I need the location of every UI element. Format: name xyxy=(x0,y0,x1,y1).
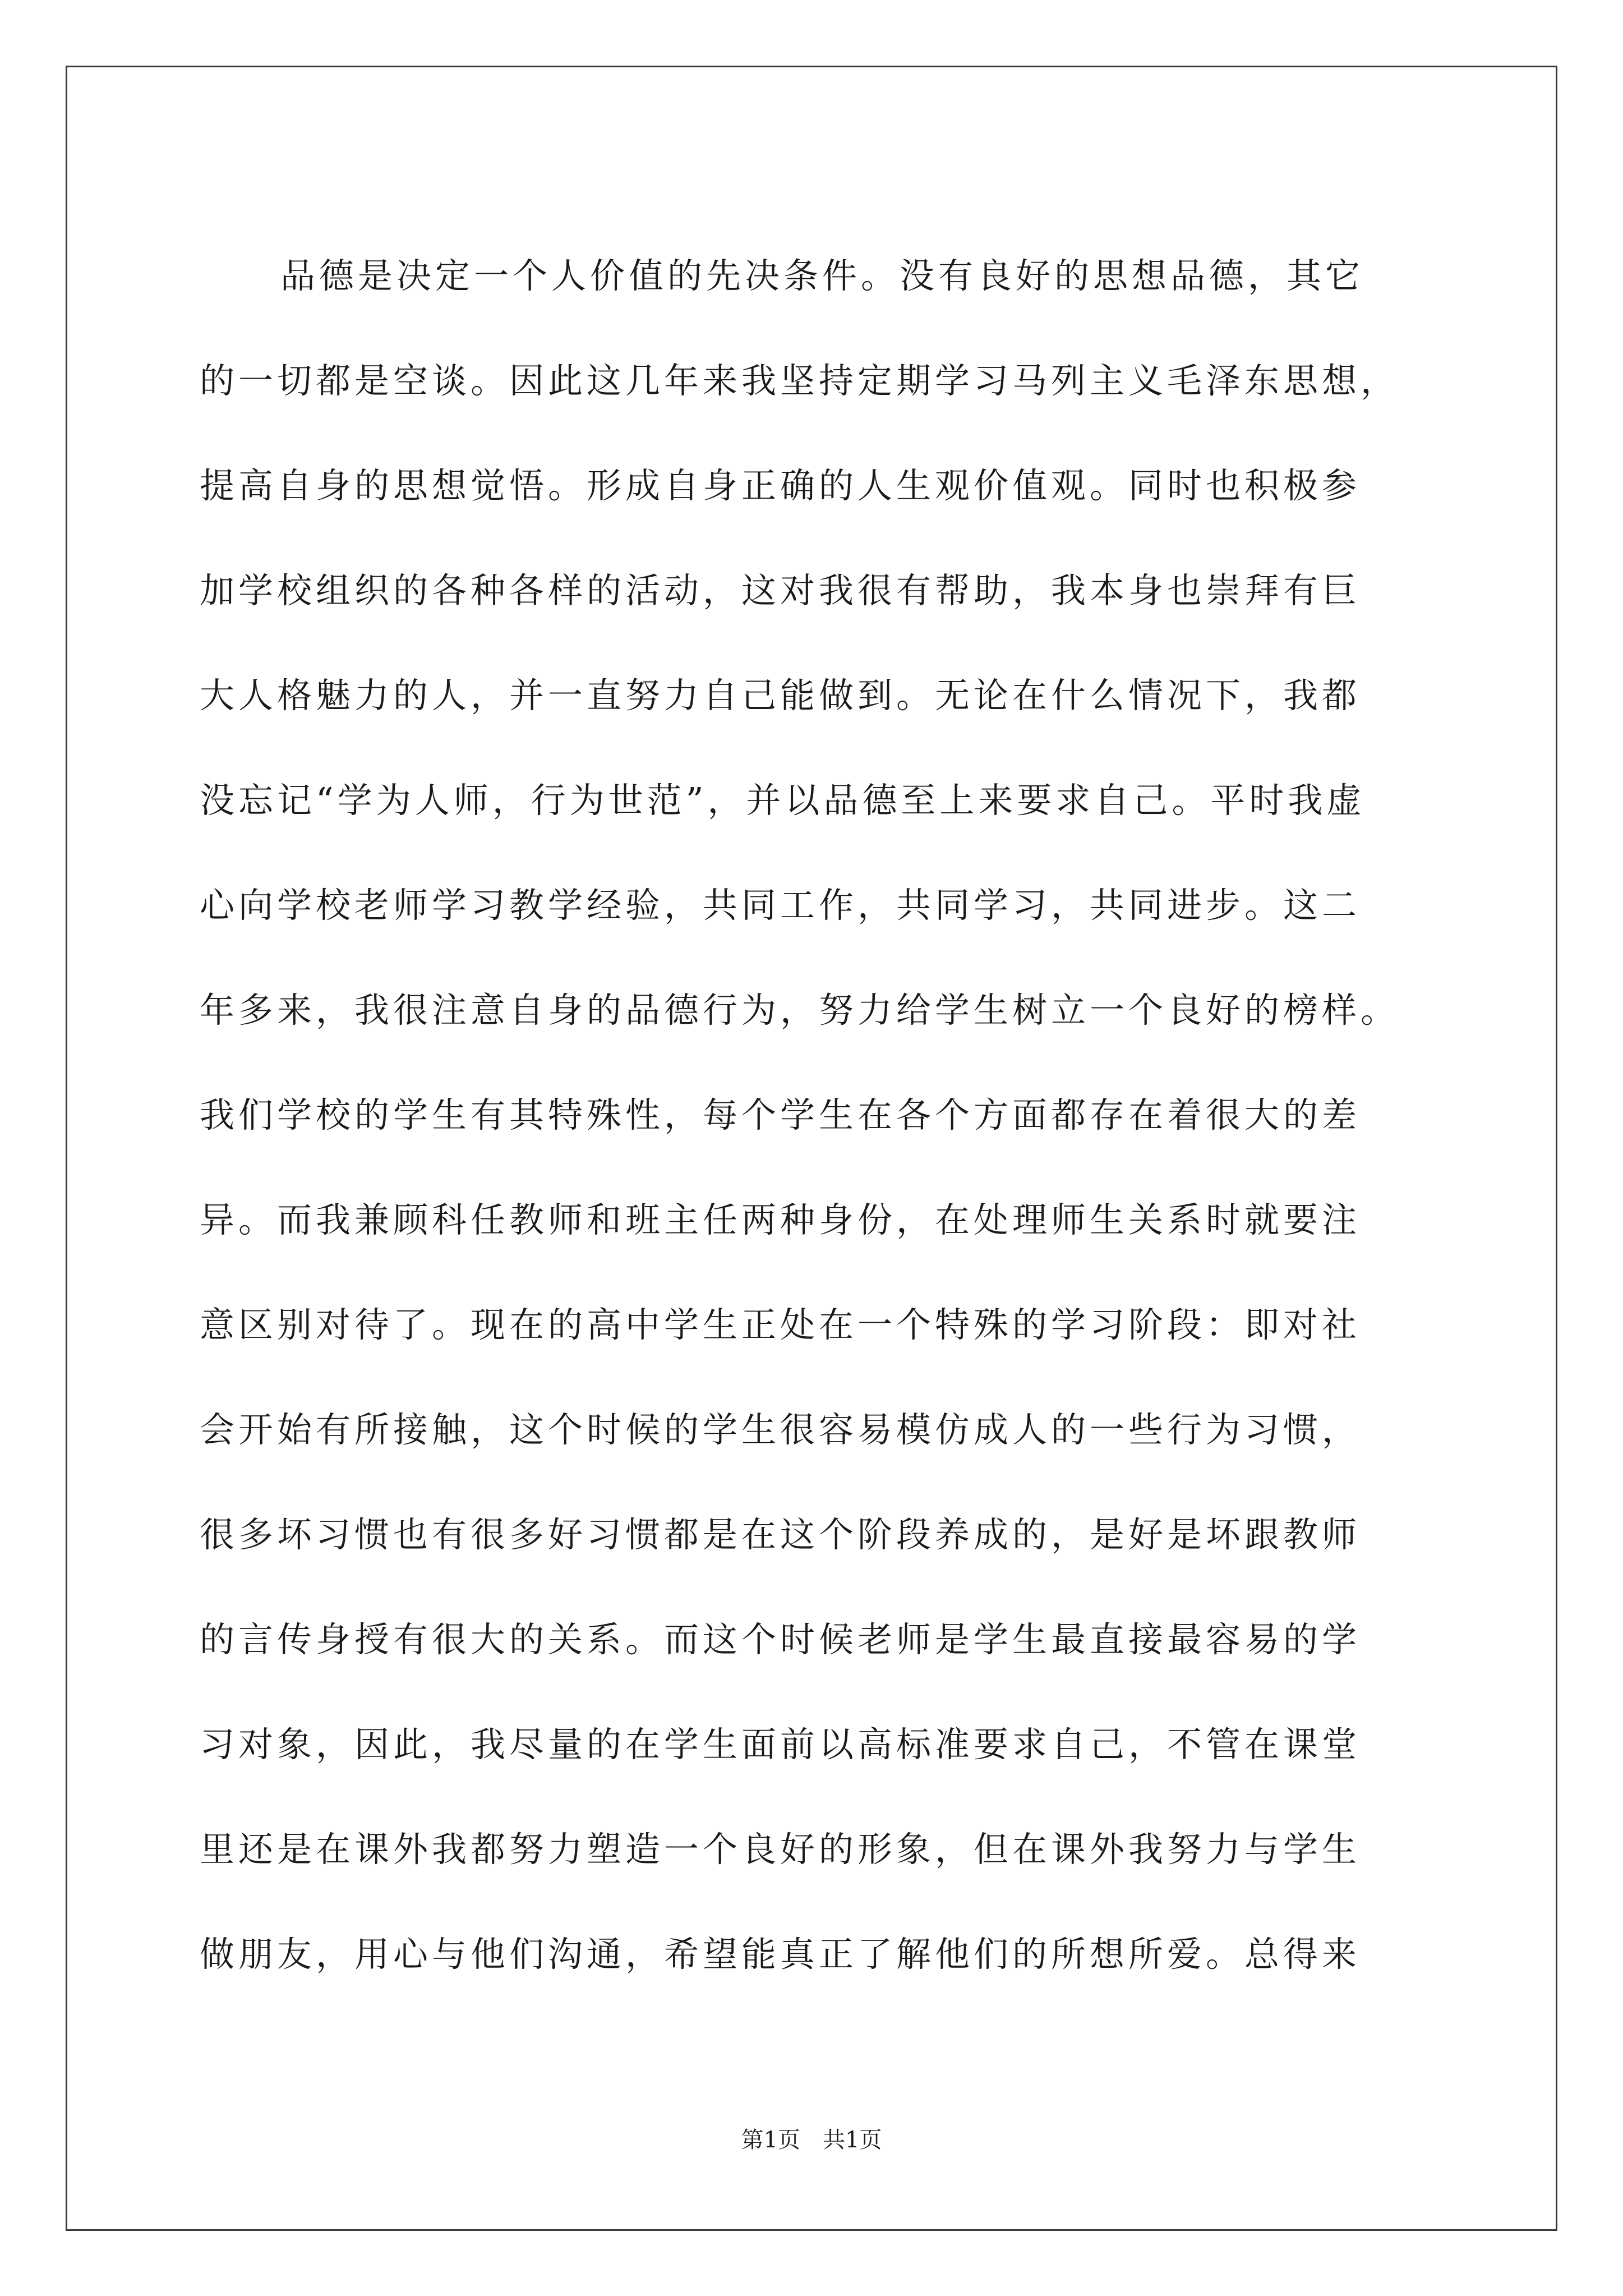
paragraph-line: 年多来，我很注意自身的品德行为，努力给学生树立一个良好的榜样。 xyxy=(200,990,1400,1030)
paragraph-line: 我们学校的学生有其特殊性，每个学生在各个方面都存在着很大的差 xyxy=(200,1094,1361,1135)
paragraph-line: 很多坏习惯也有很多好习惯都是在这个阶段养成的，是好是坏跟教师 xyxy=(200,1514,1361,1555)
page-number-footer: 第1页 共1页 xyxy=(741,2127,882,2153)
paragraph-line: 意区别对待了。现在的高中学生正处在一个特殊的学习阶段：即对社 xyxy=(200,1304,1361,1345)
paragraph-line: 的一切都是空谈。因此这几年来我坚持定期学习马列主义毛泽东思想， xyxy=(200,360,1400,401)
paragraph-line: 做朋友，用心与他们沟通，希望能真正了解他们的所想所爱。总得来 xyxy=(200,1934,1361,1975)
paragraph-line: 习对象，因此，我尽量的在学生面前以高标准要求自己，不管在课堂 xyxy=(200,1724,1361,1765)
paragraph-line: 没忘记“学为人师，行为世范”，并以品德至上来要求自己。平时我虚 xyxy=(200,780,1366,821)
paragraph-line: 大人格魅力的人，并一直努力自己能做到。无论在什么情况下，我都 xyxy=(200,675,1361,716)
paragraph-line: 提高自身的思想觉悟。形成自身正确的人生观价值观。同时也积极参 xyxy=(200,465,1361,506)
document-body xyxy=(200,223,1433,2007)
paragraph-line: 心向学校老师学习教学经验，共同工作，共同学习，共同进步。这二 xyxy=(200,885,1361,926)
paragraph-line: 会开始有所接触，这个时候的学生很容易模仿成人的一些行为习惯， xyxy=(200,1409,1361,1450)
paragraph-line: 品德是决定一个人价值的先决条件。没有良好的思想品德，其它 xyxy=(280,255,1364,296)
paragraph-line: 异。而我兼顾科任教师和班主任两种身份，在处理师生关系时就要注 xyxy=(200,1199,1361,1240)
paragraph-line: 里还是在课外我都努力塑造一个良好的形象，但在课外我努力与学生 xyxy=(200,1829,1361,1870)
paragraph-line: 的言传身授有很大的关系。而这个时候老师是学生最直接最容易的学 xyxy=(200,1619,1361,1660)
paragraph-line: 加学校组织的各种各样的活动，这对我很有帮助，我本身也崇拜有巨 xyxy=(200,570,1361,611)
